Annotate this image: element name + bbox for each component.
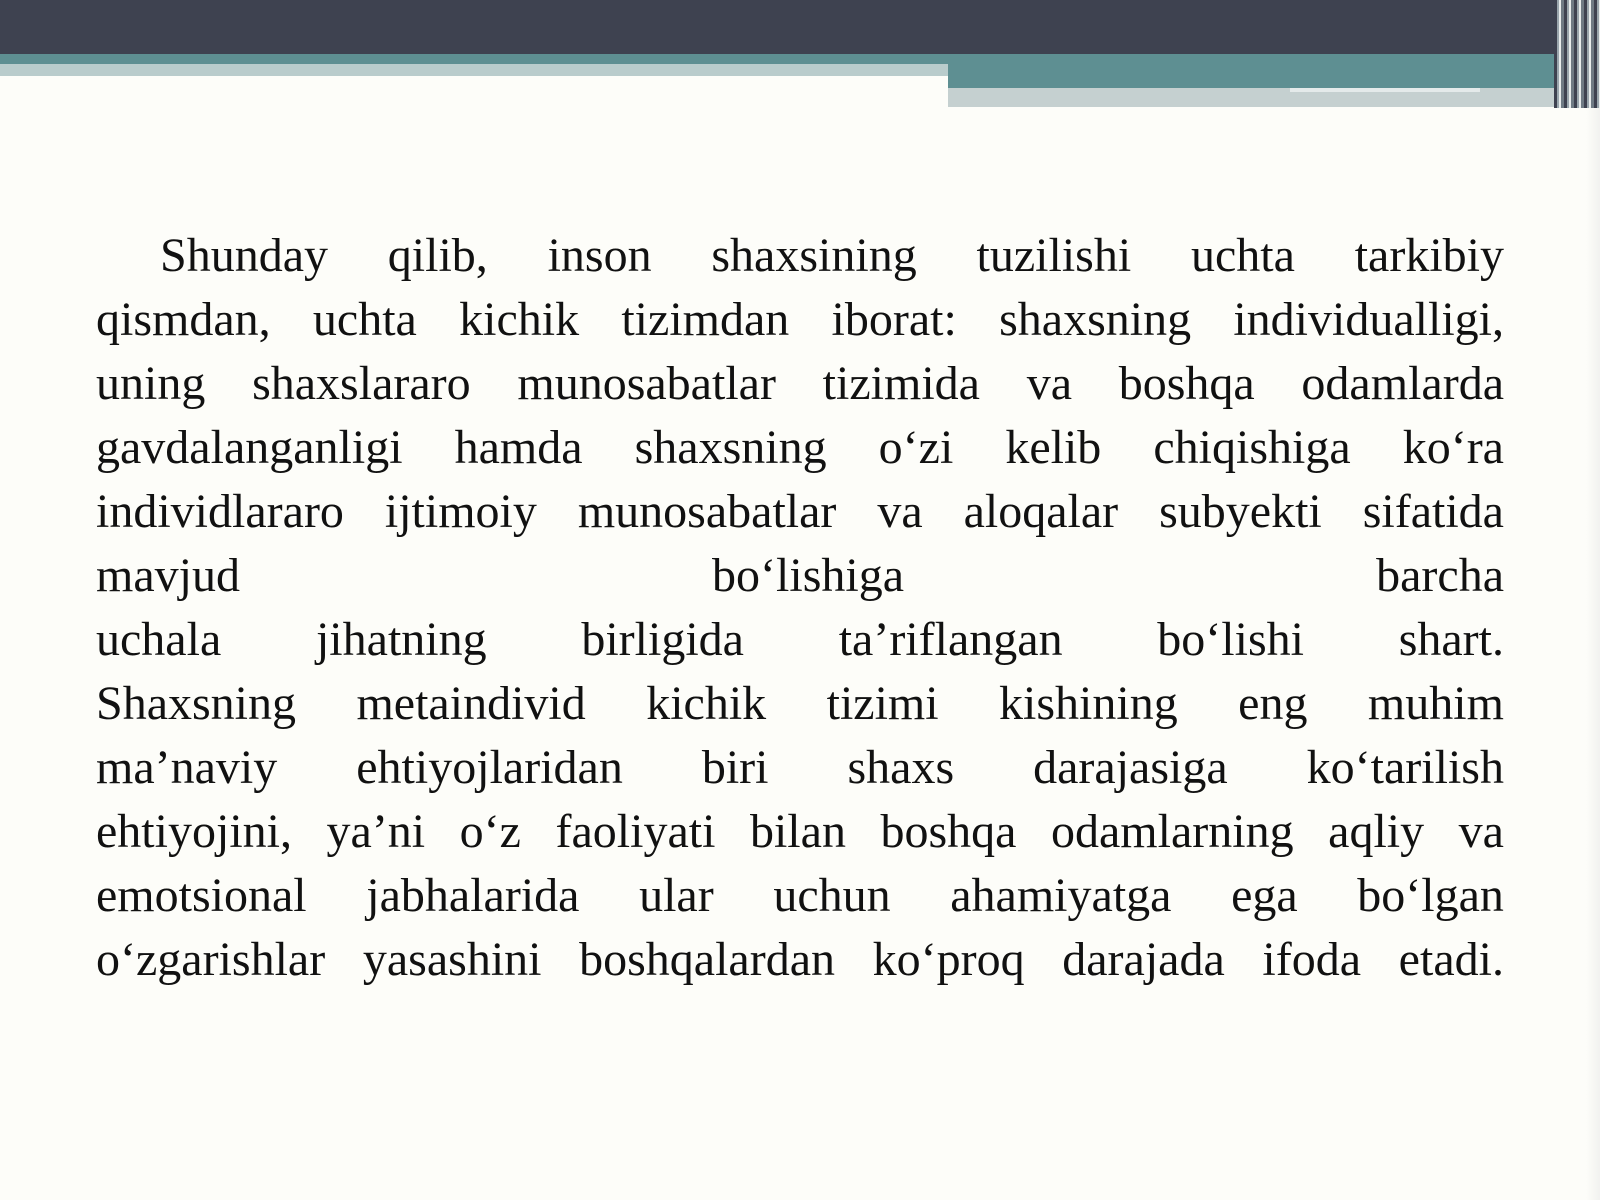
body-line [96,608,1504,672]
word: mavjud [96,549,240,602]
word: etadi. [1398,933,1504,986]
word: boshqalardan [579,933,836,986]
word: jabhalarida [366,869,580,922]
word: Shaxsning [96,677,297,730]
body-line [96,288,1504,352]
word: munosabatlar [517,357,776,410]
header-dark-bar [0,0,1600,54]
right-edge-shade [1554,108,1600,1200]
word: faoliyati [555,805,716,858]
word: ehtiyojlaridan [356,741,623,794]
word: ijtimoiy [384,485,537,538]
body-paragraph [96,224,1504,992]
word: uchala [96,613,222,666]
body-line [96,928,1504,992]
word: munosabatlar [577,485,837,538]
word: kelib [1005,421,1102,474]
word: odamlarda [1301,357,1504,410]
word: aqliy [1328,805,1425,858]
word: tizimi [826,677,939,730]
word: eng [1238,677,1308,730]
word: ehtiyojini, [96,805,292,858]
header-teal-bar-left [0,54,948,64]
body-line [96,224,1504,288]
word: yasashini [362,933,542,986]
word: qilib, [387,229,488,282]
word: tizimida [822,357,980,410]
body-line [96,480,1504,544]
word: iborat: [831,293,957,346]
word: va [1026,357,1072,410]
word: shaxslararo [252,357,471,410]
word: bilan [749,805,846,858]
body-line [96,416,1504,480]
word: ya’ni [326,805,426,858]
right-edge-stripes [1554,0,1600,108]
word: o‘zgarishlar [96,933,326,986]
body-line [96,800,1504,864]
word: va [877,485,923,538]
word: shaxsining [711,229,917,282]
word: boshqa [1118,357,1255,410]
word: kishining [999,677,1178,730]
word: gavdalanganligi [96,421,403,474]
word: muhim [1367,677,1504,730]
word: ega [1231,869,1298,922]
word: ta’riflangan [838,613,1063,666]
word: ko‘ra [1402,421,1504,474]
word: bo‘lgan [1357,869,1504,922]
word: uchta [312,293,417,346]
word: darajada [1062,933,1225,986]
word: inson [547,229,652,282]
body-line [96,672,1504,736]
word: odamlarning [1051,805,1294,858]
word: jihatning [315,613,487,666]
word: Shunday [160,229,328,282]
word: qismdan, [96,293,271,346]
word: bo‘lishiga [712,549,905,602]
word: individlararo [96,485,344,538]
word: shaxsning [634,421,827,474]
word: shaxsning [999,293,1192,346]
word: subyekti [1159,485,1322,538]
word: shart. [1398,613,1504,666]
body-line [96,864,1504,928]
word: hamda [454,421,583,474]
word: uning [96,357,206,410]
word: kichik [459,293,580,346]
header-teal-bar-right [948,54,1588,88]
word: kichik [646,677,767,730]
body-line [96,736,1504,800]
word: o‘zi [878,421,954,474]
header-light-bar-right [948,88,1588,107]
word: individualligi, [1233,293,1504,346]
word: ko‘proq [872,933,1025,986]
word: sifatida [1362,485,1504,538]
body-line [96,352,1504,416]
word: tuzilishi [976,229,1132,282]
word: uchta [1190,229,1295,282]
word: shaxs [847,741,955,794]
word: birligida [581,613,744,666]
header-light-bar-left [0,64,948,76]
word: va [1458,805,1504,858]
word: ahamiyatga [950,869,1172,922]
header-highlight-bar [1290,88,1480,92]
word: biri [701,741,769,794]
word: barcha [1376,549,1504,602]
word: uchun [773,869,891,922]
word: o‘z [459,805,521,858]
word: aloqalar [963,485,1119,538]
word: tarkibiy [1354,229,1504,282]
body-line [96,544,1504,608]
word: bo‘lishi [1157,613,1304,666]
word: tizimdan [621,293,790,346]
word: metaindivid [356,677,586,730]
word: ifoda [1262,933,1362,986]
word: chiqishiga [1153,421,1351,474]
word: ko‘tarilish [1306,741,1504,794]
word: darajasiga [1033,741,1228,794]
word: ular [639,869,714,922]
word: ma’naviy [96,741,278,794]
word: emotsional [96,869,307,922]
word: boshqa [880,805,1017,858]
